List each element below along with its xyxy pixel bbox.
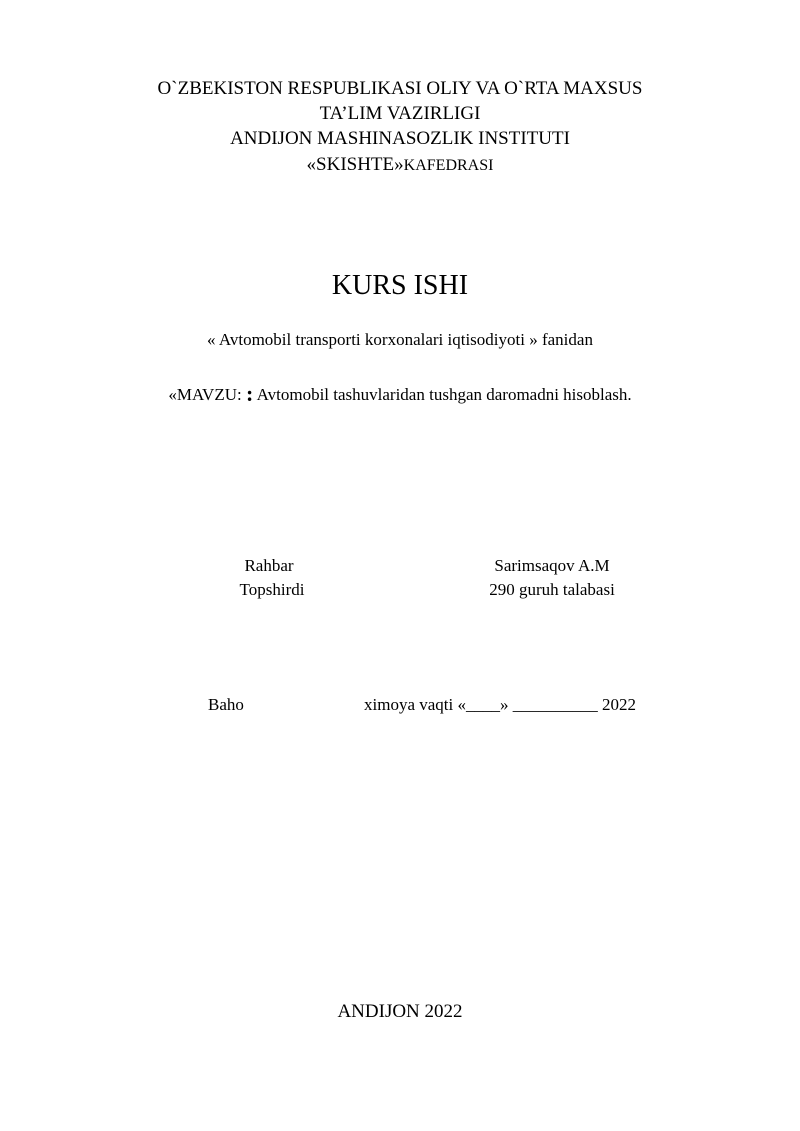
topic-prefix: «MAVZU: xyxy=(168,385,246,404)
supervisor-label: Rahbar xyxy=(244,556,294,575)
document-title: KURS ISHI xyxy=(331,270,469,301)
department-word: KAFEDRASI xyxy=(403,157,494,174)
defense-line: ximoya vaqti «____» __________ 2022 xyxy=(364,695,636,714)
topic-colon: : xyxy=(245,381,254,406)
grade-label: Baho xyxy=(208,695,244,714)
topic-text: Avtomobil tashuvlaridan tushgan daromadni hisoblash. xyxy=(253,385,632,404)
submitted-label: Topshirdi xyxy=(239,580,305,599)
supervisor-name: Sarimsaqov A.M xyxy=(494,556,610,575)
topic-line xyxy=(0,380,800,406)
department-line xyxy=(0,154,800,176)
submitted-value: 290 guruh talabasi xyxy=(489,580,615,599)
institute-name: ANDIJON MASHINASOZLIK INSTITUTI xyxy=(230,128,570,149)
department-name: «SKISHTE» xyxy=(306,154,404,175)
ministry-line-2: TA’LIM VAZIRLIGI xyxy=(319,103,481,124)
city-year: ANDIJON 2022 xyxy=(337,1001,463,1022)
subject-line: « Avtomobil transporti korxonalari iqtisodiyoti » fanidan xyxy=(207,330,593,349)
ministry-line-1: O`ZBEKISTON RESPUBLIKASI OLIY VA O`RTA MAXSUS xyxy=(157,78,643,99)
